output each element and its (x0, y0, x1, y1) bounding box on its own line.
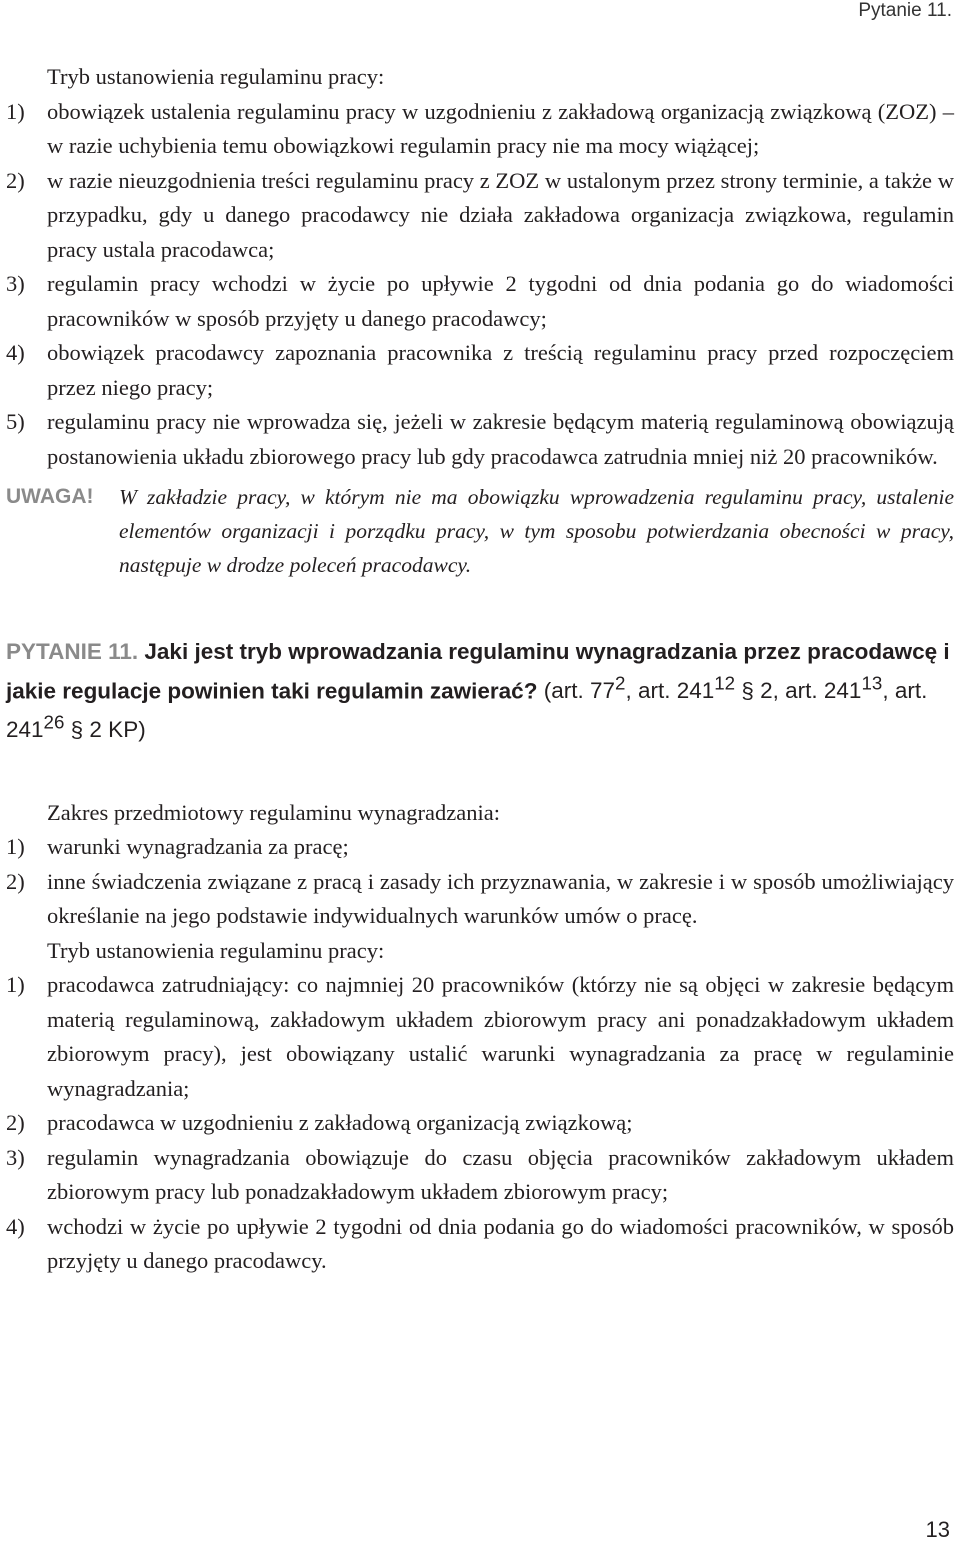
ref-text: (art. 77 (543, 678, 615, 703)
list-item (6, 968, 954, 1106)
question-label: PYTANIE 11. (6, 639, 139, 664)
section1-intro: Tryb ustanowienia regulaminu pracy: (47, 64, 385, 89)
list-item-number: 3) (6, 1144, 25, 1170)
list-item-number: 4) (6, 340, 25, 365)
list-item-text: regulamin pracy wchodzi w życie po upływie 2 tygodni od dnia podania go do wiadomości pracowników w sposób przyjęty u danego pracodawcy; (47, 271, 954, 331)
list-item (6, 164, 954, 268)
question-text: Jaki jest tryb wprowadzania regulaminu wynagradzania przez pracodawcę i jakie regulacje powinien taki regulamin zawierać? (6, 639, 950, 703)
list-item-number: 2) (6, 1110, 25, 1135)
list-item-number: 1) (6, 834, 25, 859)
ref-text: § 2, art. 241 (735, 678, 862, 703)
list-item-text: pracodawca w uzgodnieniu z zakładową organizacją związkową; (47, 1110, 633, 1135)
question-heading (6, 636, 954, 746)
list-item-text: inne świadczenia związane z pracą i zasady ich przyznawania, w zakresie i w sposób umożliwiający określanie na jego podstawie indywidualnych warunków umów o pracę. (47, 868, 954, 928)
list-item (6, 865, 954, 934)
list-item-number: 2) (6, 167, 25, 193)
spacer (6, 746, 954, 796)
list-item (6, 267, 954, 336)
list-item-text: regulamin wynagradzania obowiązuje do czasu objęcia pracowników zakładowym układem zbiorowym pracy lub ponadzakładowym układem zbiorowym pracy; (47, 1144, 954, 1204)
ref-superscript: 13 (861, 672, 883, 694)
list-item (6, 830, 954, 865)
list-item-text: w razie nieuzgodnienia treści regulaminu pracy z ZOZ w ustalonym przez strony terminie, a także w przypadku, gdy u danego pracodawcy nie działa zakładowa organizacja związkowa, regulamin pracy ustala pracodawca; (47, 167, 954, 262)
section3-list (6, 968, 954, 1279)
list-item (6, 336, 954, 405)
page-content (6, 60, 954, 1279)
list-item (6, 1210, 954, 1279)
ref-superscript: 12 (714, 672, 736, 694)
list-item-text: wchodzi w życie po upływie 2 tygodni od dnia podania go do wiadomości pracowników, w sposób przyjęty u danego pracodawcy. (47, 1213, 954, 1273)
list-item-text: obowiązek pracodawcy zapoznania pracownika z treścią regulaminu pracy przed rozpoczęciem przez niego pracy; (47, 340, 954, 400)
ref-text: § 2 KP) (64, 717, 146, 742)
ref-text: , art. 241 (6, 678, 928, 742)
list-item (6, 95, 954, 164)
list-item (6, 1141, 954, 1210)
ref-superscript: 2 (615, 672, 626, 694)
list-item-number: 4) (6, 1213, 25, 1239)
section1-list (6, 95, 954, 475)
list-item-text: regulaminu pracy nie wprowadza się, jeżeli w zakresie będącym materią regulaminową obowiązują postanowienia układu zbiorowego pracy lub gdy pracodawca zatrudnia mniej niż 20 pracowników. (47, 409, 954, 469)
ref-superscript: 26 (43, 711, 65, 733)
list-item-text: pracodawca zatrudniający: co najmniej 20 pracowników (którzy nie są objęci w zakresie będącym materią regulaminową, zakładowym układem zbiorowym pracy ani ponadzakładowym układem zbiorowym pracy), jest obowiązany ustalić warunki wynagradzania za pracę w regulaminie wynagradzania; (47, 972, 954, 1101)
note-box (6, 480, 954, 582)
page-number: 13 (925, 1517, 950, 1542)
section2-intro: Zakres przedmiotowy regulaminu wynagradzania: (47, 799, 500, 825)
list-item-text: warunki wynagradzania za pracę; (47, 834, 349, 859)
list-item-number: 1) (6, 98, 25, 124)
list-item-number: 2) (6, 868, 25, 894)
note-label: UWAGA! (6, 485, 94, 508)
list-item (6, 1106, 954, 1141)
list-item (6, 405, 954, 474)
list-item-text: obowiązek ustalenia regulaminu pracy w uzgodnieniu z zakładową organizacją związkową (ZOZ) – w razie uchybienia temu obowiązkowi regulamin pracy nie ma mocy wiążącej; (47, 98, 954, 158)
list-item-number: 1) (6, 972, 25, 997)
list-item-number: 3) (6, 271, 25, 296)
ref-text: , art. 241 (625, 678, 715, 703)
note-text: W zakładzie pracy, w którym nie ma obowiązku wprowadzenia regulaminu pracy, ustalenie elementów organizacji i porządku pracy, w tym sposobu potwierdzania obecności w pracy, następuje w drodze poleceń pracodawcy. (119, 485, 954, 577)
running-header: Pytanie 11. (858, 0, 952, 21)
list-item-number: 5) (6, 409, 25, 434)
section2-list (6, 830, 954, 934)
section3-intro: Tryb ustanowienia regulaminu pracy: (47, 937, 385, 963)
